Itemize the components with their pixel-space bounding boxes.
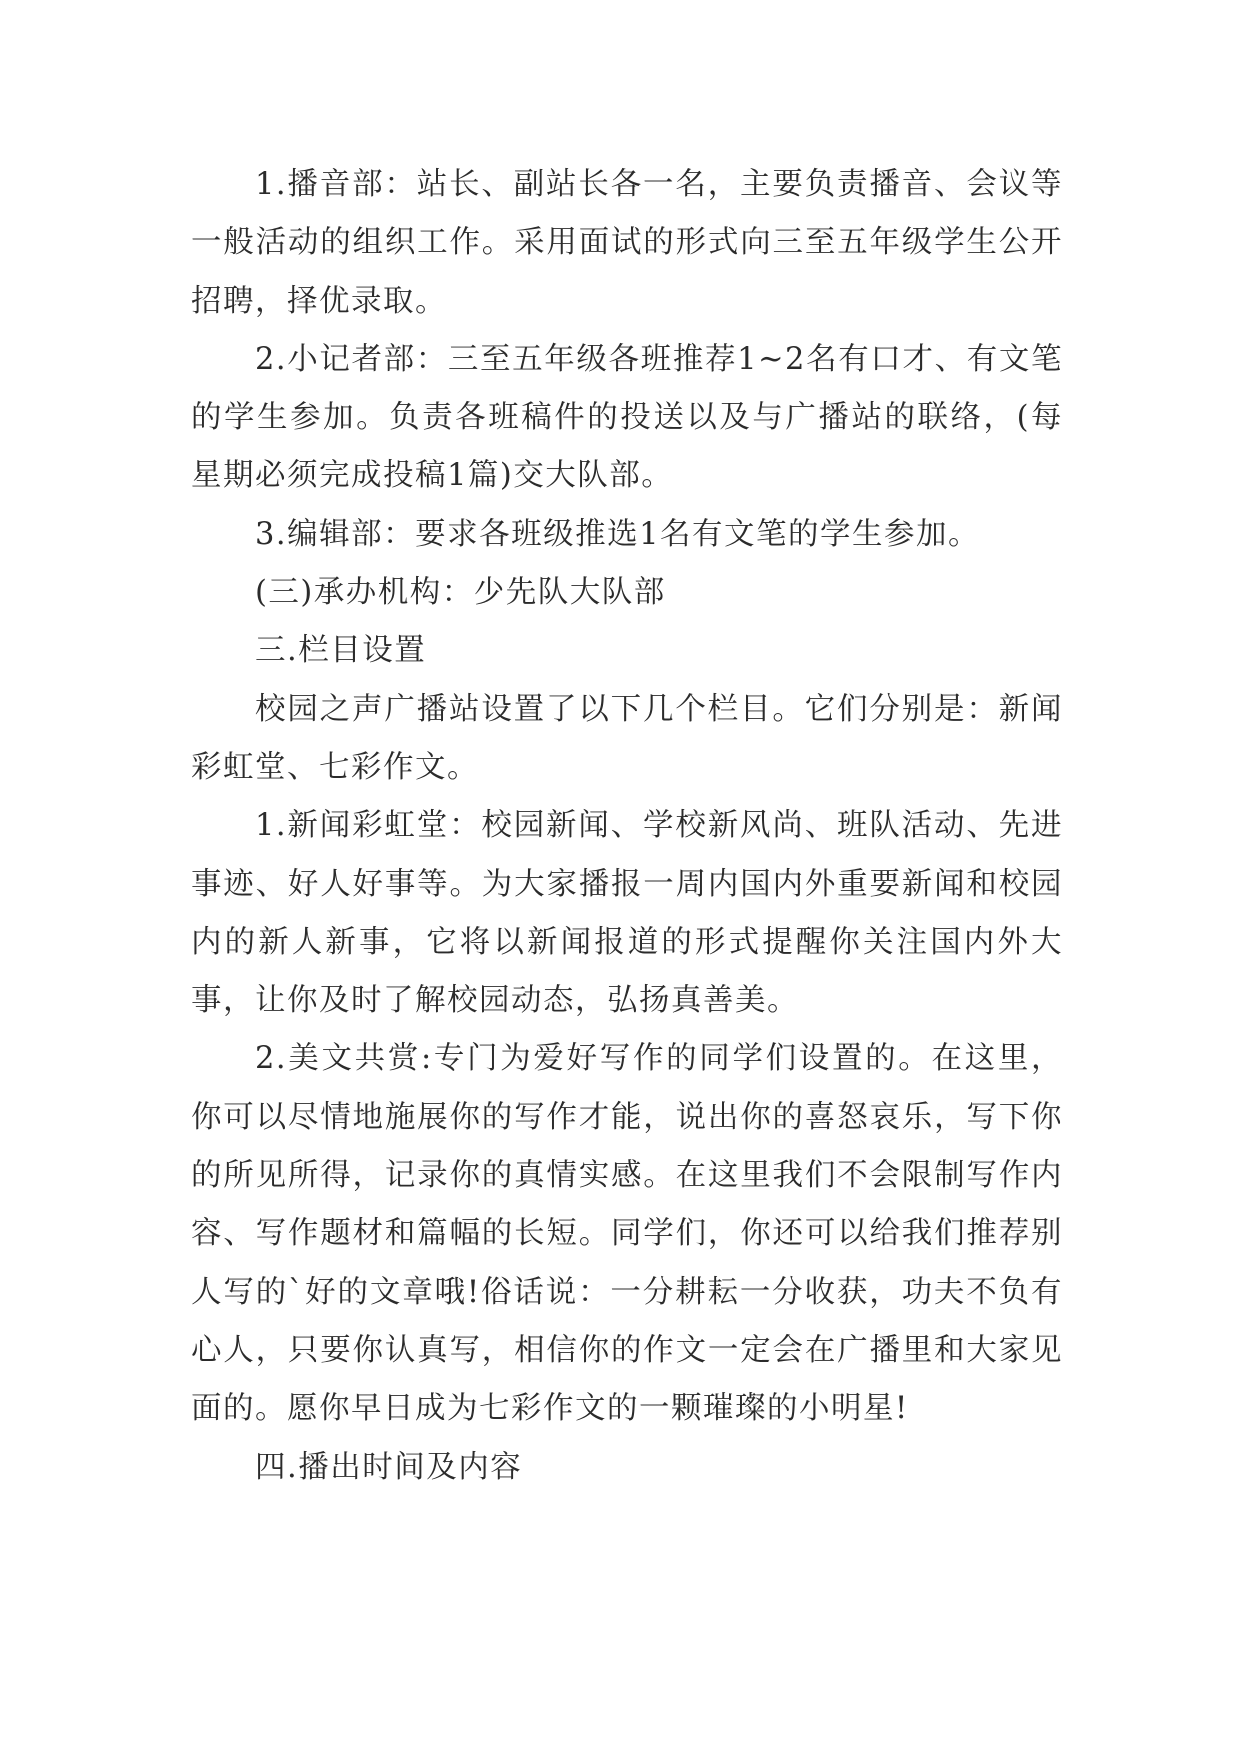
paragraph-organizer: (三)承办机构：少先队大队部 [255,575,666,611]
paragraph-columns-intro: 校园之声广播站设置了以下几个栏目。它们分别是：新闻彩虹堂、七彩作文。 [191,691,1063,785]
document-body [191,156,1063,1497]
paragraph-news-rainbow-hall: 1.新闻彩虹堂：校园新闻、学校新风尚、班队活动、先进事迹、好人好事等。为大家播报一周内国内外重要新闻和校园内的新人新事，它将以新闻报道的形式提醒你关注国内外大事，让你及时了解校园动态，弘扬真善美。 [191,808,1063,1019]
paragraph-editing-department: 3.编辑部：要求各班级推选1名有文笔的学生参加。 [255,516,981,552]
section-heading-broadcast-time: 四.播出时间及内容 [255,1449,523,1485]
paragraph-essay-appreciation: 2.美文共赏:专门为爱好写作的同学们设置的。在这里，你可以尽情地施展你的写作才能，说出你的喜怒哀乐，写下你的所见所得，记录你的真情实感。在这里我们不会限制写作内容、写作题材和篇幅的长短。同学们，你还可以给我们推荐别人写的`好的文章哦!俗话说：一分耕耘一分收获，功夫不负有心人，只要你认真写，相信你的作文一定会在广播里和大家见面的。愿你早日成为七彩作文的一颗璀璨的小明星! [191,1041,1063,1427]
section-heading-columns: 三.栏目设置 [255,633,427,669]
paragraph-reporter-department: 2.小记者部：三至五年级各班推荐1~2名有口才、有文笔的学生参加。负责各班稿件的投送以及与广播站的联络，(每星期必须完成投稿1篇)交大队部。 [191,341,1063,494]
paragraph-broadcast-department: 1.播音部：站长、副站长各一名，主要负责播音、会议等一般活动的组织工作。采用面试的形式向三至五年级学生公开招聘，择优录取。 [191,167,1063,319]
